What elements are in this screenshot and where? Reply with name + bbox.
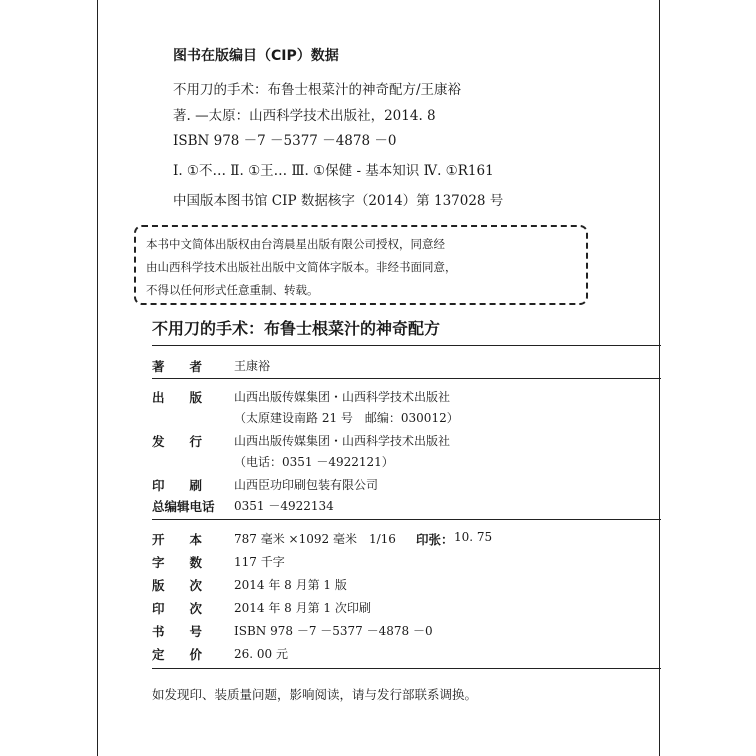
price-value: 26. 00 元 (234, 647, 288, 661)
isbn-label: 书 号 (152, 624, 203, 639)
quality-notice: 如发现印、装质量问题，影响阅读，请与发行部联系调换。 (152, 687, 478, 702)
author-label: 著 者 (152, 359, 203, 374)
copyright-notice-box (134, 225, 588, 305)
cip-heading: 图书在版编目（CIP）数据 (173, 48, 339, 64)
printing-label: 印 次 (152, 601, 203, 616)
book-title: 不用刀的手术：布鲁士根菜汁的神奇配方 (152, 319, 441, 338)
notice-line: 本书中文简体出版权由台湾晨星出版有限公司授权，同意经 (146, 237, 445, 251)
cip-publisher-line: 著. —太原：山西科学技术出版社，2014. 8 (173, 108, 436, 124)
publisher-value: 山西出版传媒集团・山西科学技术出版社 (234, 390, 451, 404)
isbn-value: ISBN 978 －7 －5377 －4878 －0 (234, 624, 433, 638)
publisher-address: （太原建设南路 21 号 邮编：030012） (234, 411, 459, 425)
words-label: 字 数 (152, 555, 203, 570)
edition-value: 2014 年 8 月第 1 版 (234, 578, 347, 592)
distributor-label: 发 行 (152, 434, 203, 449)
cip-classification-line: Ⅰ. ①不… Ⅱ. ①王… Ⅲ. ①保健 - 基本知识 Ⅳ. ①R161 (173, 163, 494, 179)
copyright-page (97, 0, 660, 756)
printing-value: 2014 年 8 月第 1 次印刷 (234, 601, 371, 615)
edition-label: 版 次 (152, 578, 203, 593)
divider (152, 345, 661, 346)
format-label: 开 本 (152, 532, 203, 547)
editor-phone-label: 总编辑电话 (152, 499, 215, 514)
publisher-label: 出 版 (152, 390, 203, 405)
format-value: 787 毫米 ×1092 毫米 1/16 (234, 532, 396, 546)
distributor-phone: （电话：0351 －4922121） (234, 455, 394, 469)
cip-title-line: 不用刀的手术：布鲁士根菜汁的神奇配方/王康裕 (173, 82, 462, 98)
notice-line: 由山西科学技术出版社出版中文简体字版本。非经书面同意， (146, 260, 457, 274)
distributor-value: 山西出版传媒集团・山西科学技术出版社 (234, 434, 451, 448)
printer-label: 印 刷 (152, 478, 203, 493)
price-label: 定 价 (152, 647, 203, 662)
divider (152, 519, 661, 520)
sheets-label: 印张： (416, 532, 454, 547)
sheets-value: 10. 75 (454, 530, 493, 544)
cip-record-line: 中国版本图书馆 CIP 数据核字（2014）第 137028 号 (173, 193, 504, 209)
words-value: 117 千字 (234, 555, 285, 569)
editor-phone-value: 0351 －4922134 (234, 499, 334, 513)
cip-isbn-line: ISBN 978 －7 －5377 －4878 －0 (173, 133, 397, 149)
divider (152, 378, 661, 379)
author-value: 王康裕 (234, 359, 271, 373)
divider (152, 668, 661, 669)
printer-value: 山西臣功印刷包装有限公司 (234, 478, 379, 492)
notice-line: 不得以任何形式任意重制、转载。 (146, 283, 319, 297)
